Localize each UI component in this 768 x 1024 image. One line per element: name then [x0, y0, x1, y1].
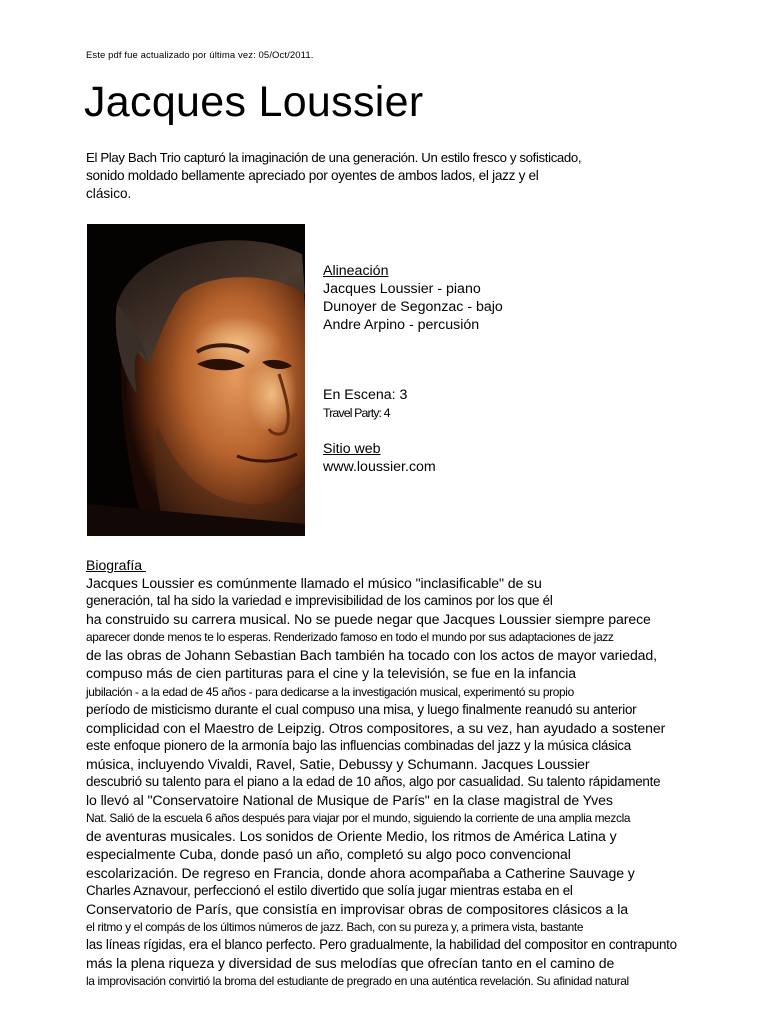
biography-line: período de misticismo durante el cual compuso una misa, y luego finalmente reanudó su anterior: [86, 701, 637, 717]
on-stage-count: En Escena: 3: [323, 387, 408, 403]
intro-line: clásico.: [86, 186, 132, 201]
intro-paragraph: [86, 149, 646, 203]
biography-heading: Biografía: [86, 557, 146, 573]
biography-line: las líneas rígidas, era el blanco perfecto. Pero gradualmente, la habilidad del compositor en contrapunto: [86, 936, 677, 952]
biography-line: más la plena riqueza y diversidad de sus melodías que ofrecían tanto en el camino de: [86, 954, 615, 971]
biography-line: compuso más de cien partituras para el cine y la televisión, se fue en la infancia: [86, 665, 577, 682]
website-heading: Sitio web: [323, 441, 381, 457]
biography-line: descubrió su talento para el piano a la edad de 10 años, algo por casualidad. Su talento rápidamente: [86, 774, 661, 790]
biography-line: escolarización. De regreso en Francia, donde ahora acompañaba a Catherine Sauvage y: [86, 864, 635, 881]
biography-line: aparecer donde menos te lo esperas. Renderizado famoso en todo el mundo por sus adaptaciones de jazz: [86, 630, 614, 645]
biography-line: este enfoque pionero de la armonía bajo las influencias combinadas del jazz y la música clásica: [86, 737, 631, 753]
biography-line: especialmente Cuba, donde pasó un año, completó su algo poco convencional: [86, 846, 571, 863]
biography-line: lo llevó al "Conservatoire National de Musique de París" en la clase magistral de Yves: [86, 792, 613, 809]
intro-line: El Play Bach Trio capturó la imaginación de una generación. Un estilo fresco y sofisticado,: [86, 150, 582, 165]
biography-line: Jacques Loussier es comúnmente llamado el músico "inclasificable" de su: [86, 575, 542, 591]
intro-line: sonido moldado bellamente apreciado por oyentes de ambos lados, el jazz y el: [86, 168, 539, 183]
biography-line: de aventuras musicales. Los sonidos de Oriente Medio, los ritmos de América Latina y: [86, 828, 617, 845]
biography-line: música, incluyendo Vivaldi, Ravel, Satie, Debussy y Schumann. Jacques Loussier: [86, 755, 590, 772]
website-url: www.loussier.com: [323, 459, 436, 475]
artist-portrait-image: [87, 224, 305, 536]
biography-line: de las obras de Johann Sebastian Bach también ha tocado con los actos de mayor variedad,: [86, 647, 657, 664]
biography-line: el ritmo y el compás de los últimos números de jazz. Bach, con su pureza y, a primera vista, bastante: [86, 919, 584, 934]
biography-section: [86, 556, 686, 990]
biography-line: la improvisación convirtió la broma del estudiante de pregrado en una auténtica revelación. Su afinidad natural: [86, 974, 629, 989]
biography-line: generación, tal ha sido la variedad e imprevisibilidad de los caminos por los que él: [86, 593, 553, 609]
biography-line: Charles Aznavour, perfeccionó el estilo divertido que solía jugar mientras estaba en el: [86, 882, 573, 898]
biography-line: jubilación - a la edad de 45 años - para dedicarse a la investigación musical, experimentó su propio: [86, 684, 574, 699]
page-title: Jacques Loussier: [84, 78, 424, 126]
biography-line: ha construido su carrera musical. No se puede negar que Jacques Loussier siempre parece: [86, 611, 651, 628]
biography-line: Nat. Salió de la escuela 6 años después para viajar por el mundo, siguiendo la corriente de una amplia mezcla: [86, 811, 631, 826]
lineup-member: Andre Arpino - percusión: [323, 317, 480, 333]
last-updated-note: Este pdf fue actualizado por última vez: 05/Oct/2011.: [86, 50, 314, 61]
artist-photo: [87, 224, 305, 536]
biography-line: complicidad con el Maestro de Leipzig. Otros compositores, a su vez, han ayudado a sostener: [86, 719, 666, 736]
lineup-heading: Alineación: [323, 263, 389, 279]
lineup-member: Jacques Loussier - piano: [323, 281, 481, 297]
lineup-member: Dunoyer de Segonzac - bajo: [323, 299, 503, 315]
travel-party-count: Travel Party: 4: [323, 406, 390, 420]
biography-line: Conservatorio de París, que consistía en improvisar obras de compositores clásicos a la: [86, 900, 628, 917]
